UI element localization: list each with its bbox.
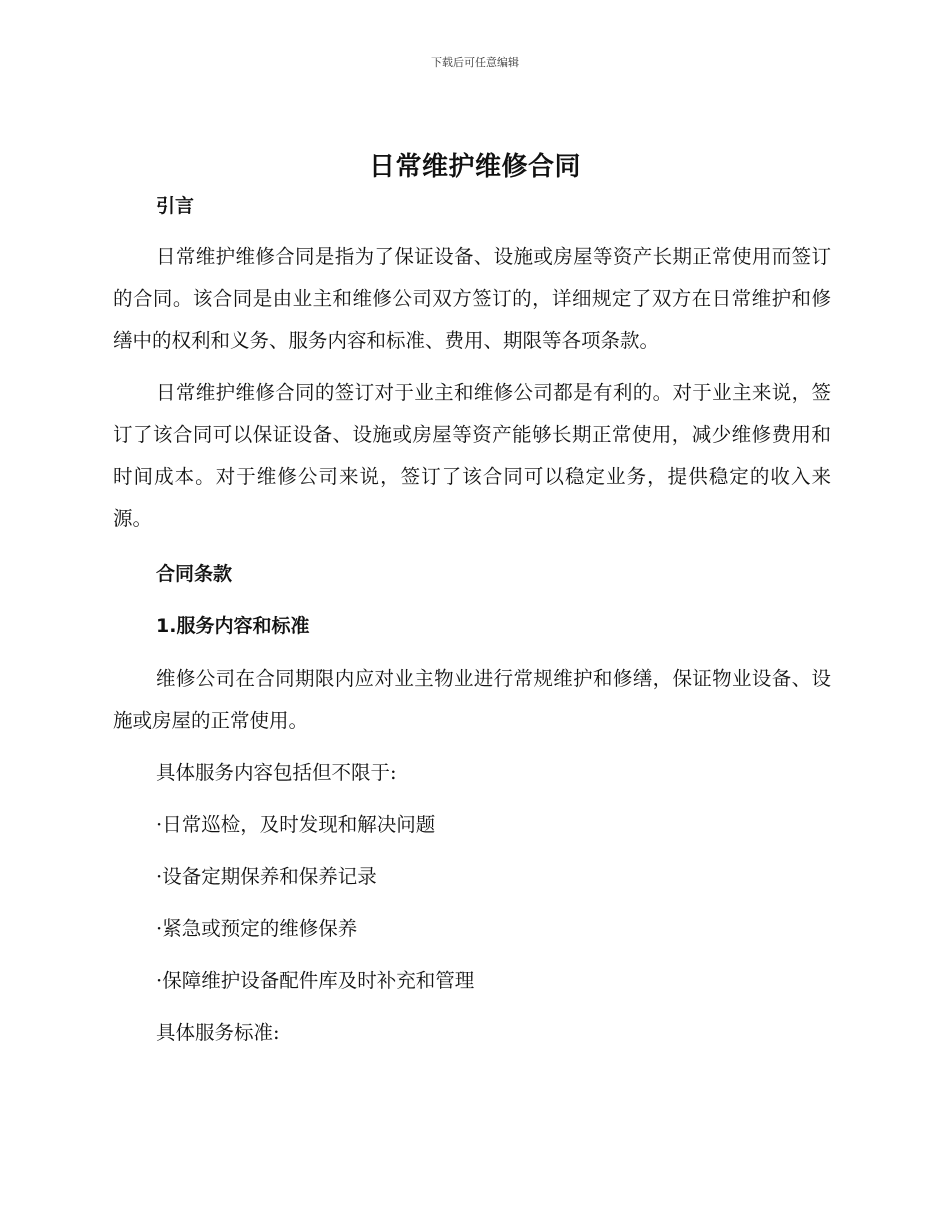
intro-heading: 引言: [156, 195, 195, 217]
item1-heading: 1.服务内容和标准: [156, 615, 310, 637]
terms-heading: 合同条款: [156, 563, 233, 585]
intro-paragraph-2: 日常维护维修合同的签订对于业主和维修公司都是有利的。对于业主来说，签订了该合同可以保证设备、设施或房屋等资产能够长期正常使用，减少维修费用和时间成本。对于维修公司来说，签订了该合同可以稳定业务，提供稳定的收入来源。: [113, 381, 831, 530]
document-title: 日常维护维修合同: [368, 152, 581, 182]
item1-paragraph: 维修公司在合同期限内应对业主物业进行常规维护和修缮，保证物业设备、设施或房屋的正常使用。: [113, 667, 831, 732]
intro-paragraph-1: 日常维护维修合同是指为了保证设备、设施或房屋等资产长期正常使用而签订的合同。该合同是由业主和维修公司双方签订的，详细规定了双方在日常维护和修缮中的权利和义务、服务内容和标准、费用、期限等各项条款。: [113, 245, 831, 352]
service-content-label: 具体服务内容包括但不限于:: [156, 761, 397, 784]
list-item: ·紧急或预定的维修保养: [156, 917, 358, 940]
document-body: [113, 190, 831, 1054]
service-items-list: [113, 804, 831, 1002]
service-standard-label: 具体服务标准:: [156, 1021, 280, 1044]
list-item: ·设备定期保养和保养记录: [156, 865, 377, 888]
list-item: ·保障维护设备配件库及时补充和管理: [156, 969, 475, 992]
header-note: 下载后可任意编辑: [431, 56, 519, 69]
list-item: ·日常巡检，及时发现和解决问题: [156, 813, 436, 836]
